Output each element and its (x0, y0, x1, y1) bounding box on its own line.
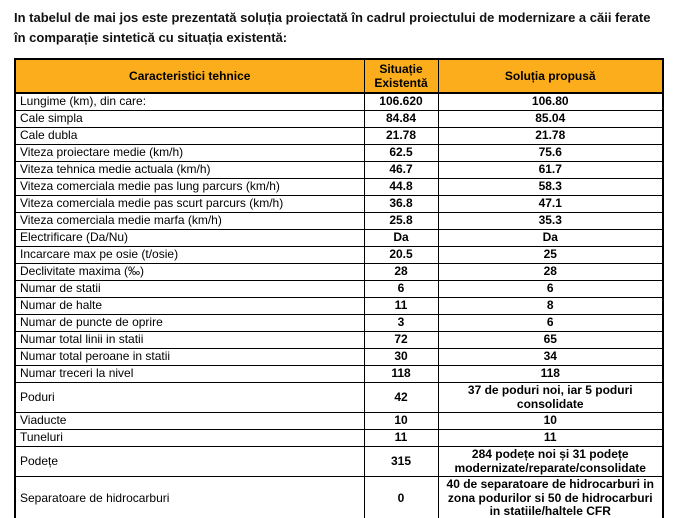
row-label-cell: Numar de statii (15, 281, 364, 298)
existing-value-cell: 28 (364, 264, 438, 281)
proposed-value-cell: 284 podețe noi și 31 podețe modernizate/reparate/consolidate (438, 447, 663, 477)
table-row (15, 162, 663, 179)
table-row (15, 145, 663, 162)
table-row (15, 349, 663, 366)
table-row (15, 281, 663, 298)
header-caracteristici: Caracteristici tehnice (15, 59, 364, 93)
proposed-value-cell: 85.04 (438, 111, 663, 128)
proposed-value-cell: 11 (438, 430, 663, 447)
proposed-value-cell: 10 (438, 413, 663, 430)
row-label-cell: Viteza comerciala medie pas scurt parcurs (km/h) (15, 196, 364, 213)
existing-value-cell: 72 (364, 332, 438, 349)
existing-value-cell: 84.84 (364, 111, 438, 128)
table-row (15, 93, 663, 111)
table-row (15, 366, 663, 383)
existing-value-cell: Da (364, 230, 438, 247)
row-label-cell: Lungime (km), din care: (15, 93, 364, 111)
existing-value-cell: 30 (364, 349, 438, 366)
existing-value-cell: 106.620 (364, 93, 438, 111)
existing-value-cell: 20.5 (364, 247, 438, 264)
table-row (15, 477, 663, 518)
comparison-table (14, 58, 664, 518)
table-row (15, 315, 663, 332)
header-solutia-propusa: Soluția propusă (438, 59, 663, 93)
row-label-cell: Viteza comerciala medie pas lung parcurs (km/h) (15, 179, 364, 196)
row-label-cell: Viteza comerciala medie marfa (km/h) (15, 213, 364, 230)
proposed-value-cell: 28 (438, 264, 663, 281)
table-row (15, 447, 663, 477)
row-label-cell: Separatoare de hidrocarburi (15, 477, 364, 518)
table-row (15, 213, 663, 230)
row-label-cell: Numar de halte (15, 298, 364, 315)
existing-value-cell: 21.78 (364, 128, 438, 145)
proposed-value-cell: 118 (438, 366, 663, 383)
existing-value-cell: 62.5 (364, 145, 438, 162)
proposed-value-cell: 106.80 (438, 93, 663, 111)
table-row (15, 332, 663, 349)
header-situatie-existenta: Situație Existentă (364, 59, 438, 93)
table-row (15, 247, 663, 264)
row-label-cell: Numar treceri la nivel (15, 366, 364, 383)
proposed-value-cell: 75.6 (438, 145, 663, 162)
table-row (15, 413, 663, 430)
row-label-cell: Poduri (15, 383, 364, 413)
row-label-cell: Numar total linii in statii (15, 332, 364, 349)
existing-value-cell: 46.7 (364, 162, 438, 179)
row-label-cell: Cale dubla (15, 128, 364, 145)
table-row (15, 298, 663, 315)
table-row (15, 383, 663, 413)
table-row (15, 196, 663, 213)
row-label-cell: Numar de puncte de oprire (15, 315, 364, 332)
proposed-value-cell: 21.78 (438, 128, 663, 145)
proposed-value-cell: 61.7 (438, 162, 663, 179)
existing-value-cell: 11 (364, 298, 438, 315)
proposed-value-cell: 65 (438, 332, 663, 349)
proposed-value-cell: 6 (438, 281, 663, 298)
row-label-cell: Numar total peroane in statii (15, 349, 364, 366)
proposed-value-cell: 8 (438, 298, 663, 315)
row-label-cell: Podețe (15, 447, 364, 477)
proposed-value-cell: 25 (438, 247, 663, 264)
existing-value-cell: 25.8 (364, 213, 438, 230)
row-label-cell: Viteza proiectare medie (km/h) (15, 145, 364, 162)
row-label-cell: Incarcare max pe osie (t/osie) (15, 247, 364, 264)
table-row (15, 111, 663, 128)
proposed-value-cell: 34 (438, 349, 663, 366)
existing-value-cell: 11 (364, 430, 438, 447)
table-row (15, 128, 663, 145)
proposed-value-cell: 35.3 (438, 213, 663, 230)
intro-text: In tabelul de mai jos este prezentată soluția proiectată în cadrul proiectului de modernizare a căii ferate în comparație sintetică cu situația existentă: (14, 10, 651, 45)
row-label-cell: Electrificare (Da/Nu) (15, 230, 364, 247)
proposed-value-cell: 6 (438, 315, 663, 332)
row-label-cell: Declivitate maxima (‰) (15, 264, 364, 281)
table-body (15, 93, 663, 518)
proposed-value-cell: 58.3 (438, 179, 663, 196)
table-row (15, 264, 663, 281)
table-row (15, 179, 663, 196)
table-row (15, 230, 663, 247)
existing-value-cell: 0 (364, 477, 438, 518)
existing-value-cell: 36.8 (364, 196, 438, 213)
proposed-value-cell: Da (438, 230, 663, 247)
existing-value-cell: 118 (364, 366, 438, 383)
row-label-cell: Cale simpla (15, 111, 364, 128)
proposed-value-cell: 47.1 (438, 196, 663, 213)
table-header-row (15, 59, 663, 93)
row-label-cell: Viteza tehnica medie actuala (km/h) (15, 162, 364, 179)
existing-value-cell: 3 (364, 315, 438, 332)
existing-value-cell: 10 (364, 413, 438, 430)
existing-value-cell: 6 (364, 281, 438, 298)
proposed-value-cell: 40 de separatoare de hidrocarburi in zona podurilor si 50 de hidrocarburi in statiile/haltele CFR (438, 477, 663, 518)
existing-value-cell: 44.8 (364, 179, 438, 196)
proposed-value-cell: 37 de poduri noi, iar 5 poduri consolidate (438, 383, 663, 413)
row-label-cell: Tuneluri (15, 430, 364, 447)
row-label-cell: Viaducte (15, 413, 364, 430)
existing-value-cell: 315 (364, 447, 438, 477)
table-row (15, 430, 663, 447)
existing-value-cell: 42 (364, 383, 438, 413)
